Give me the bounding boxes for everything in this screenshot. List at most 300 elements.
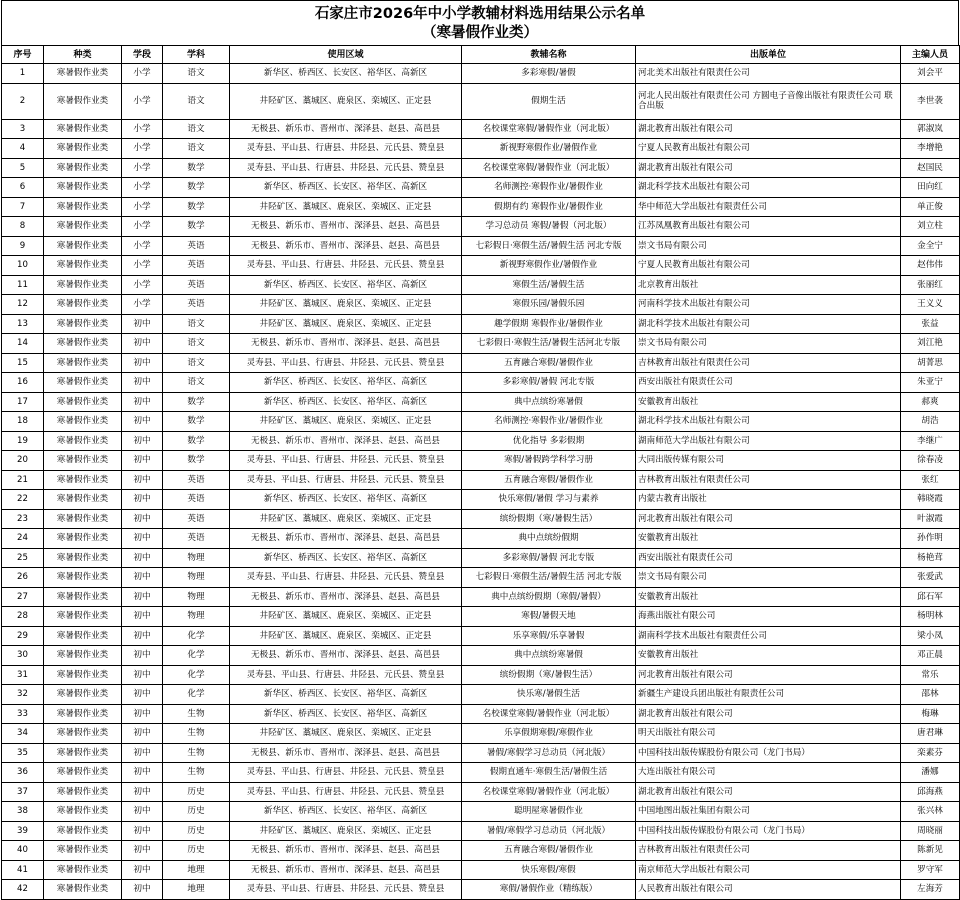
cell-type: 寒暑假作业类 (44, 626, 122, 646)
cell-index: 36 (2, 763, 44, 783)
cell-editor: 罗守军 (901, 860, 960, 880)
table-row (2, 724, 960, 744)
cell-stage: 小学 (122, 158, 163, 178)
cell-subject: 生物 (163, 763, 230, 783)
cell-subject: 数学 (163, 217, 230, 237)
cell-index: 25 (2, 548, 44, 568)
cell-book-name: 快乐寒假/暑假 学习与素养 (462, 490, 636, 510)
cell-editor: 左海芳 (901, 880, 960, 900)
cell-region: 无极县、新乐市、晋州市、深泽县、赵县、高邑县 (230, 431, 462, 451)
cell-book-name: 快乐寒假/寒假 (462, 860, 636, 880)
cell-region: 井陉矿区、藁城区、鹿泉区、栾城区、正定县 (230, 724, 462, 744)
cell-type: 寒暑假作业类 (44, 646, 122, 666)
cell-book-name: 七彩假日·寒假生活/暑假生活 河北专版 (462, 568, 636, 588)
cell-editor: 梅琳 (901, 704, 960, 724)
cell-region: 无极县、新乐市、晋州市、深泽县、赵县、高邑县 (230, 217, 462, 237)
document-sheet (1, 0, 959, 900)
cell-region: 井陉矿区、藁城区、鹿泉区、栾城区、正定县 (230, 626, 462, 646)
cell-publisher: 人民教育出版社有限公司 (636, 880, 901, 900)
cell-editor: 郭淑岚 (901, 119, 960, 139)
cell-editor: 金全宁 (901, 236, 960, 256)
cell-stage: 小学 (122, 83, 163, 119)
cell-index: 32 (2, 685, 44, 705)
cell-type: 寒暑假作业类 (44, 334, 122, 354)
cell-publisher: 崇文书局有限公司 (636, 236, 901, 256)
title-block (1, 0, 959, 45)
cell-publisher: 中国地图出版社集团有限公司 (636, 802, 901, 822)
table-row (2, 236, 960, 256)
cell-subject: 语文 (163, 139, 230, 159)
table-header-row (2, 46, 960, 64)
cell-editor: 杨明林 (901, 607, 960, 627)
cell-editor: 张益 (901, 314, 960, 334)
cell-index: 40 (2, 841, 44, 861)
cell-publisher: 吉林教育出版社有限责任公司 (636, 353, 901, 373)
table-row (2, 451, 960, 471)
cell-region: 新华区、桥西区、长安区、裕华区、高新区 (230, 802, 462, 822)
cell-type: 寒暑假作业类 (44, 431, 122, 451)
cell-stage: 小学 (122, 178, 163, 198)
cell-editor: 徐春凌 (901, 451, 960, 471)
cell-book-name: 名校课堂寒假/暑假作业（河北版） (462, 119, 636, 139)
cell-subject: 数学 (163, 197, 230, 217)
cell-index: 2 (2, 83, 44, 119)
cell-index: 23 (2, 509, 44, 529)
header-type: 种类 (44, 46, 122, 64)
cell-publisher: 河北教育出版社有限公司 (636, 665, 901, 685)
cell-book-name: 典中点缤纷寒暑假 (462, 392, 636, 412)
table-row (2, 509, 960, 529)
table-row (2, 743, 960, 763)
cell-publisher: 北京教育出版社 (636, 275, 901, 295)
cell-subject: 生物 (163, 704, 230, 724)
cell-editor: 邱海燕 (901, 782, 960, 802)
cell-type: 寒暑假作业类 (44, 197, 122, 217)
cell-index: 9 (2, 236, 44, 256)
table-row (2, 83, 960, 119)
cell-editor: 栾素芬 (901, 743, 960, 763)
cell-subject: 英语 (163, 490, 230, 510)
cell-index: 20 (2, 451, 44, 471)
cell-publisher: 安徽教育出版社 (636, 529, 901, 549)
cell-publisher: 吉林教育出版社有限责任公司 (636, 841, 901, 861)
cell-stage: 小学 (122, 256, 163, 276)
cell-publisher: 中国科技出版传媒股份有限公司（龙门书局） (636, 743, 901, 763)
cell-book-name: 缤纷假期（寒/暑假生活） (462, 665, 636, 685)
table-row (2, 529, 960, 549)
page-subtitle: （寒暑假作业类） (422, 25, 538, 41)
cell-region: 井陉矿区、藁城区、鹿泉区、栾城区、正定县 (230, 83, 462, 119)
cell-region: 新华区、桥西区、长安区、裕华区、高新区 (230, 704, 462, 724)
cell-editor: 单正俊 (901, 197, 960, 217)
cell-region: 灵寿县、平山县、行唐县、井陉县、元氏县、赞皇县 (230, 880, 462, 900)
cell-editor: 刘江艳 (901, 334, 960, 354)
table-row (2, 392, 960, 412)
cell-stage: 小学 (122, 139, 163, 159)
table-row (2, 646, 960, 666)
cell-stage: 初中 (122, 334, 163, 354)
cell-subject: 物理 (163, 548, 230, 568)
cell-stage: 初中 (122, 821, 163, 841)
cell-book-name: 名校课堂寒假/暑假作业（河北版） (462, 782, 636, 802)
cell-index: 28 (2, 607, 44, 627)
cell-region: 灵寿县、平山县、行唐县、井陉县、元氏县、赞皇县 (230, 256, 462, 276)
cell-region: 井陉矿区、藁城区、鹿泉区、栾城区、正定县 (230, 314, 462, 334)
table-row (2, 256, 960, 276)
cell-region: 灵寿县、平山县、行唐县、井陉县、元氏县、赞皇县 (230, 763, 462, 783)
cell-region: 井陉矿区、藁城区、鹿泉区、栾城区、正定县 (230, 295, 462, 315)
cell-region: 新华区、桥西区、长安区、裕华区、高新区 (230, 373, 462, 393)
cell-subject: 化学 (163, 665, 230, 685)
table-row (2, 431, 960, 451)
cell-publisher: 宁夏人民教育出版社有限公司 (636, 256, 901, 276)
results-table (1, 45, 960, 900)
cell-stage: 初中 (122, 607, 163, 627)
table-body (2, 64, 960, 900)
cell-editor: 叶淑霞 (901, 509, 960, 529)
table-row (2, 314, 960, 334)
cell-region: 灵寿县、平山县、行唐县、井陉县、元氏县、赞皇县 (230, 568, 462, 588)
cell-stage: 初中 (122, 568, 163, 588)
cell-book-name: 寒假乐园/暑假乐园 (462, 295, 636, 315)
cell-publisher: 宁夏人民教育出版社有限公司 (636, 139, 901, 159)
cell-editor: 张红 (901, 470, 960, 490)
cell-region: 井陉矿区、藁城区、鹿泉区、栾城区、正定县 (230, 509, 462, 529)
cell-stage: 小学 (122, 236, 163, 256)
cell-subject: 英语 (163, 256, 230, 276)
cell-stage: 初中 (122, 587, 163, 607)
cell-index: 5 (2, 158, 44, 178)
cell-editor: 胡菁思 (901, 353, 960, 373)
cell-subject: 生物 (163, 743, 230, 763)
cell-index: 34 (2, 724, 44, 744)
cell-type: 寒暑假作业类 (44, 743, 122, 763)
page-title: 石家庄市2026年中小学教辅材料选用结果公示名单 (314, 6, 646, 22)
cell-subject: 语文 (163, 64, 230, 84)
cell-stage: 初中 (122, 490, 163, 510)
cell-subject: 化学 (163, 626, 230, 646)
cell-editor: 朱亚宁 (901, 373, 960, 393)
cell-subject: 数学 (163, 178, 230, 198)
cell-publisher: 湖南师范大学出版社有限公司 (636, 431, 901, 451)
table-row (2, 548, 960, 568)
table-row (2, 178, 960, 198)
header-subject: 学科 (163, 46, 230, 64)
cell-type: 寒暑假作业类 (44, 490, 122, 510)
cell-book-name: 名校课堂寒假/暑假作业（河北版） (462, 704, 636, 724)
cell-stage: 初中 (122, 529, 163, 549)
cell-type: 寒暑假作业类 (44, 470, 122, 490)
cell-book-name: 典中点缤纷寒暑假 (462, 646, 636, 666)
cell-subject: 化学 (163, 685, 230, 705)
cell-publisher: 大连出版社有限公司 (636, 763, 901, 783)
table-row (2, 821, 960, 841)
cell-stage: 小学 (122, 197, 163, 217)
cell-publisher: 西安出版社有限责任公司 (636, 373, 901, 393)
cell-index: 26 (2, 568, 44, 588)
cell-type: 寒暑假作业类 (44, 860, 122, 880)
cell-stage: 初中 (122, 665, 163, 685)
cell-editor: 潘娜 (901, 763, 960, 783)
table-row (2, 607, 960, 627)
cell-book-name: 假期有约 寒假作业/暑假作业 (462, 197, 636, 217)
cell-region: 灵寿县、平山县、行唐县、井陉县、元氏县、赞皇县 (230, 665, 462, 685)
cell-index: 14 (2, 334, 44, 354)
cell-editor: 李继广 (901, 431, 960, 451)
cell-index: 37 (2, 782, 44, 802)
cell-editor: 赵伟伟 (901, 256, 960, 276)
cell-book-name: 寒假/暑假跨学科学习册 (462, 451, 636, 471)
cell-region: 无极县、新乐市、晋州市、深泽县、赵县、高邑县 (230, 743, 462, 763)
cell-book-name: 名师测控·寒假作业/暑假作业 (462, 412, 636, 432)
cell-index: 7 (2, 197, 44, 217)
table-row (2, 626, 960, 646)
cell-editor: 张兴林 (901, 802, 960, 822)
cell-book-name: 寒假生活/暑假生活 (462, 275, 636, 295)
cell-type: 寒暑假作业类 (44, 412, 122, 432)
cell-book-name: 假期生活 (462, 83, 636, 119)
cell-book-name: 七彩假日·寒假生活/暑假生活 河北专版 (462, 236, 636, 256)
cell-index: 42 (2, 880, 44, 900)
cell-region: 无极县、新乐市、晋州市、深泽县、赵县、高邑县 (230, 860, 462, 880)
cell-type: 寒暑假作业类 (44, 178, 122, 198)
table-row (2, 64, 960, 84)
table-row (2, 139, 960, 159)
cell-index: 39 (2, 821, 44, 841)
header-publisher: 出版单位 (636, 46, 901, 64)
cell-index: 6 (2, 178, 44, 198)
cell-index: 16 (2, 373, 44, 393)
cell-subject: 语文 (163, 353, 230, 373)
cell-editor: 刘会平 (901, 64, 960, 84)
cell-publisher: 河北美术出版社有限责任公司 (636, 64, 901, 84)
cell-region: 无极县、新乐市、晋州市、深泽县、赵县、高邑县 (230, 119, 462, 139)
cell-subject: 英语 (163, 275, 230, 295)
cell-book-name: 寒假/暑假作业（精练版） (462, 880, 636, 900)
cell-region: 无极县、新乐市、晋州市、深泽县、赵县、高邑县 (230, 334, 462, 354)
cell-editor: 赵国民 (901, 158, 960, 178)
cell-type: 寒暑假作业类 (44, 275, 122, 295)
cell-index: 12 (2, 295, 44, 315)
table-row (2, 119, 960, 139)
cell-stage: 小学 (122, 64, 163, 84)
cell-index: 27 (2, 587, 44, 607)
cell-publisher: 内蒙古教育出版社 (636, 490, 901, 510)
cell-subject: 物理 (163, 587, 230, 607)
cell-type: 寒暑假作业类 (44, 139, 122, 159)
cell-book-name: 假期直通车·寒假生活/暑假生活 (462, 763, 636, 783)
cell-subject: 生物 (163, 724, 230, 744)
cell-publisher: 新疆生产建设兵团出版社有限责任公司 (636, 685, 901, 705)
table-row (2, 763, 960, 783)
cell-stage: 初中 (122, 802, 163, 822)
cell-stage: 初中 (122, 685, 163, 705)
cell-book-name: 名师测控·寒假作业/暑假作业 (462, 178, 636, 198)
cell-editor: 王义义 (901, 295, 960, 315)
cell-index: 18 (2, 412, 44, 432)
cell-type: 寒暑假作业类 (44, 802, 122, 822)
cell-subject: 物理 (163, 607, 230, 627)
cell-region: 灵寿县、平山县、行唐县、井陉县、元氏县、赞皇县 (230, 470, 462, 490)
cell-subject: 数学 (163, 451, 230, 471)
cell-type: 寒暑假作业类 (44, 880, 122, 900)
cell-subject: 化学 (163, 646, 230, 666)
cell-stage: 小学 (122, 217, 163, 237)
table-row (2, 412, 960, 432)
cell-index: 3 (2, 119, 44, 139)
cell-type: 寒暑假作业类 (44, 782, 122, 802)
cell-region: 无极县、新乐市、晋州市、深泽县、赵县、高邑县 (230, 841, 462, 861)
cell-type: 寒暑假作业类 (44, 607, 122, 627)
cell-subject: 历史 (163, 821, 230, 841)
cell-region: 灵寿县、平山县、行唐县、井陉县、元氏县、赞皇县 (230, 451, 462, 471)
cell-index: 17 (2, 392, 44, 412)
cell-subject: 英语 (163, 236, 230, 256)
cell-region: 新华区、桥西区、长安区、裕华区、高新区 (230, 685, 462, 705)
cell-subject: 地理 (163, 860, 230, 880)
table-row (2, 295, 960, 315)
table-row (2, 217, 960, 237)
cell-subject: 语文 (163, 119, 230, 139)
table-row (2, 490, 960, 510)
cell-index: 31 (2, 665, 44, 685)
cell-editor: 刘立柱 (901, 217, 960, 237)
cell-subject: 历史 (163, 841, 230, 861)
cell-stage: 初中 (122, 646, 163, 666)
cell-type: 寒暑假作业类 (44, 821, 122, 841)
cell-type: 寒暑假作业类 (44, 373, 122, 393)
cell-region: 无极县、新乐市、晋州市、深泽县、赵县、高邑县 (230, 587, 462, 607)
cell-publisher: 江苏凤凰教育出版社有限公司 (636, 217, 901, 237)
cell-index: 29 (2, 626, 44, 646)
cell-region: 无极县、新乐市、晋州市、深泽县、赵县、高邑县 (230, 529, 462, 549)
cell-publisher: 湖北科学技术出版社有限公司 (636, 314, 901, 334)
cell-type: 寒暑假作业类 (44, 256, 122, 276)
cell-publisher: 海燕出版社有限公司 (636, 607, 901, 627)
header-editor: 主编人员 (901, 46, 960, 64)
cell-book-name: 新视野寒假作业/暑假作业 (462, 256, 636, 276)
cell-type: 寒暑假作业类 (44, 158, 122, 178)
cell-region: 无极县、新乐市、晋州市、深泽县、赵县、高邑县 (230, 646, 462, 666)
cell-stage: 初中 (122, 412, 163, 432)
cell-editor: 唐君琳 (901, 724, 960, 744)
cell-index: 38 (2, 802, 44, 822)
cell-stage: 初中 (122, 509, 163, 529)
cell-stage: 初中 (122, 314, 163, 334)
cell-type: 寒暑假作业类 (44, 314, 122, 334)
header-region: 使用区域 (230, 46, 462, 64)
cell-book-name: 快乐寒/暑假生活 (462, 685, 636, 705)
cell-editor: 邵林 (901, 685, 960, 705)
cell-book-name: 多彩寒假/暑假 (462, 64, 636, 84)
cell-stage: 初中 (122, 860, 163, 880)
cell-stage: 初中 (122, 704, 163, 724)
cell-subject: 数学 (163, 392, 230, 412)
cell-book-name: 暑假/寒假学习总动员（河北版） (462, 821, 636, 841)
cell-publisher: 湖南科学技术出版社有限责任公司 (636, 626, 901, 646)
cell-editor: 孙作明 (901, 529, 960, 549)
cell-book-name: 七彩假日·寒假生活/暑假生活河北专版 (462, 334, 636, 354)
cell-editor: 常乐 (901, 665, 960, 685)
cell-publisher: 湖北教育出版社有限公司 (636, 119, 901, 139)
cell-book-name: 缤纷假期（寒/暑假生活） (462, 509, 636, 529)
cell-publisher: 湖北教育出版社有限公司 (636, 782, 901, 802)
header-index: 序号 (2, 46, 44, 64)
table-row (2, 158, 960, 178)
cell-stage: 初中 (122, 470, 163, 490)
table-row (2, 880, 960, 900)
cell-stage: 小学 (122, 275, 163, 295)
cell-index: 24 (2, 529, 44, 549)
table-row (2, 782, 960, 802)
cell-subject: 英语 (163, 470, 230, 490)
cell-editor: 张丽红 (901, 275, 960, 295)
cell-subject: 语文 (163, 334, 230, 354)
cell-type: 寒暑假作业类 (44, 685, 122, 705)
cell-stage: 初中 (122, 392, 163, 412)
cell-book-name: 多彩寒假/暑假 河北专版 (462, 548, 636, 568)
cell-region: 井陉矿区、藁城区、鹿泉区、栾城区、正定县 (230, 821, 462, 841)
cell-type: 寒暑假作业类 (44, 548, 122, 568)
cell-stage: 初中 (122, 451, 163, 471)
cell-publisher: 南京师范大学出版社有限公司 (636, 860, 901, 880)
cell-subject: 数学 (163, 158, 230, 178)
cell-region: 无极县、新乐市、晋州市、深泽县、赵县、高邑县 (230, 236, 462, 256)
cell-region: 新华区、桥西区、长安区、裕华区、高新区 (230, 490, 462, 510)
cell-stage: 初中 (122, 782, 163, 802)
cell-stage: 小学 (122, 119, 163, 139)
cell-book-name: 暑假/寒假学习总动员（河北版） (462, 743, 636, 763)
cell-index: 1 (2, 64, 44, 84)
cell-subject: 语文 (163, 373, 230, 393)
cell-book-name: 五育融合寒假/暑假作业 (462, 841, 636, 861)
cell-publisher: 大同出版传媒有限公司 (636, 451, 901, 471)
cell-type: 寒暑假作业类 (44, 568, 122, 588)
cell-region: 井陉矿区、藁城区、鹿泉区、栾城区、正定县 (230, 412, 462, 432)
cell-type: 寒暑假作业类 (44, 841, 122, 861)
cell-editor: 杨艳茸 (901, 548, 960, 568)
cell-index: 8 (2, 217, 44, 237)
cell-type: 寒暑假作业类 (44, 587, 122, 607)
cell-subject: 语文 (163, 83, 230, 119)
cell-index: 19 (2, 431, 44, 451)
cell-region: 井陉矿区、藁城区、鹿泉区、栾城区、正定县 (230, 607, 462, 627)
cell-type: 寒暑假作业类 (44, 665, 122, 685)
cell-editor: 胡浩 (901, 412, 960, 432)
cell-book-name: 新视野寒假作业/暑假作业 (462, 139, 636, 159)
cell-publisher: 河北教育出版社有限公司 (636, 509, 901, 529)
cell-index: 21 (2, 470, 44, 490)
cell-publisher: 湖北科学技术出版社有限公司 (636, 412, 901, 432)
cell-region: 新华区、桥西区、长安区、裕华区、高新区 (230, 64, 462, 84)
table-row (2, 860, 960, 880)
cell-book-name: 学习总动员 寒假/暑假（河北版） (462, 217, 636, 237)
cell-publisher: 崇文书局有限公司 (636, 568, 901, 588)
cell-type: 寒暑假作业类 (44, 392, 122, 412)
table-row (2, 568, 960, 588)
cell-type: 寒暑假作业类 (44, 119, 122, 139)
cell-type: 寒暑假作业类 (44, 83, 122, 119)
cell-subject: 地理 (163, 880, 230, 900)
cell-stage: 初中 (122, 373, 163, 393)
cell-editor: 李增艳 (901, 139, 960, 159)
cell-book-name: 乐享假期寒假/寒假作业 (462, 724, 636, 744)
cell-publisher: 华中师范大学出版社有限责任公司 (636, 197, 901, 217)
cell-stage: 初中 (122, 841, 163, 861)
table-row (2, 704, 960, 724)
cell-type: 寒暑假作业类 (44, 64, 122, 84)
cell-index: 22 (2, 490, 44, 510)
